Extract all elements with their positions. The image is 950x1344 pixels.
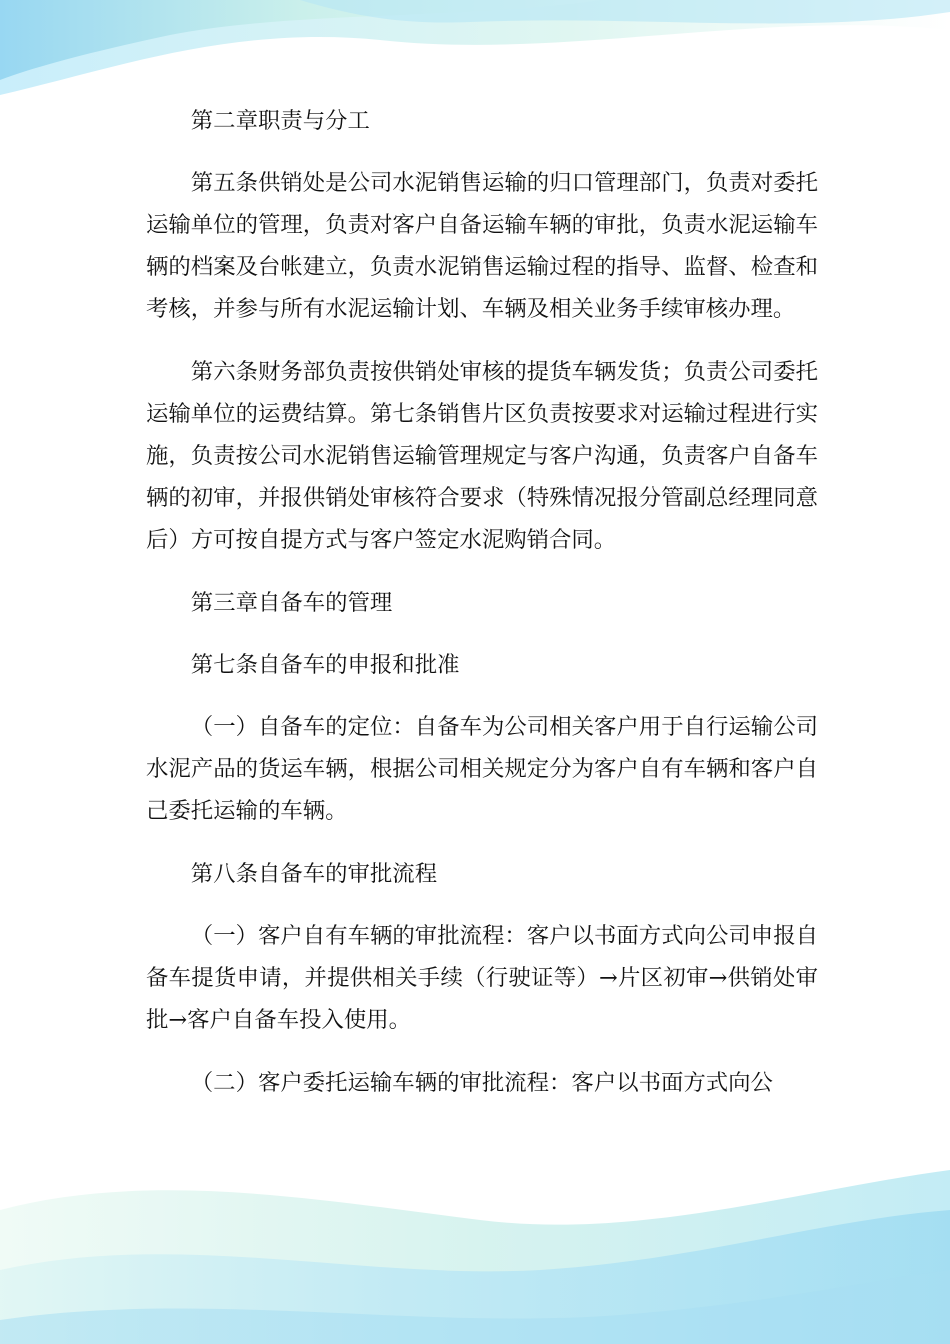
entrusted-vehicle-approval-paragraph: （二）客户委托运输车辆的审批流程：客户以书面方式向公 [190, 1070, 773, 1096]
document-body [146, 100, 818, 1125]
chapter-3-title: 第三章自备车的管理 [190, 590, 393, 616]
article-5-paragraph: 第五条供销处是公司水泥销售运输的归口管理部门，负责对委托运输单位的管理，负责对客户自备运输车辆的审批，负责水泥运输车辆的档案及台帐建立，负责水泥销售运输过程的指导、监督、检查和考核，并参与所有水泥运输计划、车辆及相关业务手续审核办理。 [146, 170, 818, 322]
article-6-7-paragraph: 第六条财务部负责按供销处审核的提货车辆发货；负责公司委托运输单位的运费结算。第七条销售片区负责按要求对运输过程进行实施，负责按公司水泥销售运输管理规定与客户沟通，负责客户自备车辆的初审，并报供销处审核符合要求（特殊情况报分管副总经理同意后）方可按自提方式与客户签定水泥购销合同。 [146, 359, 818, 553]
self-vehicle-definition-paragraph: （一）自备车的定位：自备车为公司相关客户用于自行运输公司水泥产品的货运车辆，根据公司相关规定分为客户自有车辆和客户自己委托运输的车辆。 [146, 714, 818, 824]
chapter-2-title: 第二章职责与分工 [190, 108, 370, 134]
bottom-wave-decoration [0, 1130, 950, 1344]
article-8-title: 第八条自备车的审批流程 [190, 861, 438, 887]
article-7-title: 第七条自备车的申报和批准 [190, 652, 460, 678]
own-vehicle-approval-paragraph: （一）客户自有车辆的审批流程：客户以书面方式向公司申报自备车提货申请，并提供相关手续（行驶证等）→片区初审→供销处审批→客户自备车投入使用。 [146, 923, 818, 1033]
